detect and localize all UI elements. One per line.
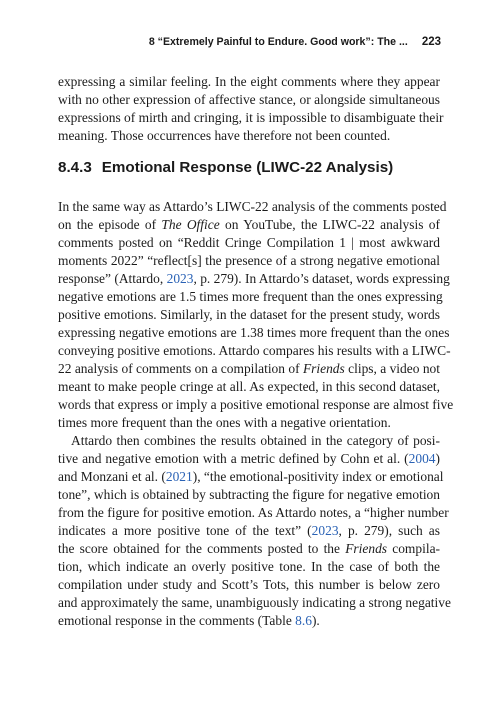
text-line: In the same way as Attardo’s LIWC-22 analysis of the comments posted bbox=[58, 199, 447, 214]
section-heading bbox=[58, 159, 393, 176]
italic-title-friends: Friends bbox=[302, 361, 345, 376]
text-line: moments 2022” “reflect[s] the presence of a strong negative emotional bbox=[58, 253, 440, 268]
section-number: 8.4.3 bbox=[58, 159, 92, 176]
text-line: and approximately the same, unambiguously indicating a strong negative bbox=[58, 595, 451, 610]
section-title: Emotional Response (LIWC-22 Analysis) bbox=[101, 159, 394, 176]
text-line: negative emotions are 1.5 times more frequent than the ones expressing bbox=[58, 289, 443, 304]
citation-link-2023[interactable]: 2023 bbox=[166, 271, 194, 286]
text-line: compilation under study and Scott’s Tots, this number is below zero bbox=[58, 577, 440, 592]
text-line: expressing a similar feeling. In the eight comments where they appear bbox=[58, 74, 440, 89]
text-line: positive emotions. Similarly, in the dataset for the present study, words bbox=[58, 307, 440, 322]
text-line: expressing negative emotions are 1.38 times more frequent than the ones bbox=[58, 325, 450, 340]
text-line: tion, which indicate an overly positive tone. In the case of both the bbox=[58, 559, 440, 574]
text-line: tive and negative emotion with a metric defined by Cohn et al. (2004) bbox=[58, 451, 440, 466]
text-line: times more frequent than the ones with a negative orientation. bbox=[58, 415, 391, 430]
text-line: indicates a more positive tone of the text” (2023, p. 279), such as bbox=[58, 523, 440, 538]
italic-title-friends: Friends bbox=[345, 541, 388, 556]
running-head bbox=[0, 36, 441, 48]
italic-title-the-office: The Office bbox=[161, 217, 220, 232]
text-line: and Monzani et al. (2021), “the emotional-positivity index or emotional bbox=[58, 469, 444, 484]
citation-link-2004[interactable]: 2004 bbox=[408, 451, 436, 466]
text-line: the score obtained for the comments posted to the Friends compila- bbox=[58, 541, 441, 556]
text-line: meaning. Those occurrences have therefore not been counted. bbox=[58, 128, 391, 143]
text-line: emotional response in the comments (Table 8.6). bbox=[58, 613, 320, 628]
page-number: 223 bbox=[421, 36, 441, 48]
citation-link-2021[interactable]: 2021 bbox=[165, 469, 193, 484]
text-line: on the episode of The Office on YouTube, the LIWC-22 analysis of bbox=[58, 217, 440, 232]
text-line: tone”, which is obtained by subtracting the figure for negative emotion bbox=[58, 487, 440, 502]
table-reference-link[interactable]: 8.6 bbox=[295, 613, 312, 628]
text-line: Attardo then combines the results obtained in the category of posi- bbox=[71, 433, 440, 448]
text-line: expressions of mirth and cringing, it is impossible to disambiguate their bbox=[58, 110, 444, 125]
citation-link-2023[interactable]: 2023 bbox=[311, 523, 339, 538]
text-line: conveying positive emotions. Attardo compares his results with a LIWC- bbox=[58, 343, 451, 358]
text-line: with no other expression of affective stance, or alongside simultaneous bbox=[58, 92, 440, 107]
running-head-chapter-title: 8 “Extremely Painful to Endure. Good work”: The ... bbox=[148, 36, 408, 48]
text-line: comments posted on “Reddit Cringe Compilation 1 | most awkward bbox=[58, 235, 440, 250]
text-line: from the figure for positive emotion. As Attardo notes, a “higher number bbox=[58, 505, 449, 520]
text-line: 22 analysis of comments on a compilation of Friends clips, a video not bbox=[58, 361, 440, 376]
text-line: meant to make people cringe at all. As expected, in this second dataset, bbox=[58, 379, 440, 394]
text-line: response” (Attardo, 2023, p. 279). In Attardo’s dataset, words expressing bbox=[58, 271, 450, 286]
text-line: words that express or imply a positive emotional response are almost five bbox=[58, 397, 454, 412]
